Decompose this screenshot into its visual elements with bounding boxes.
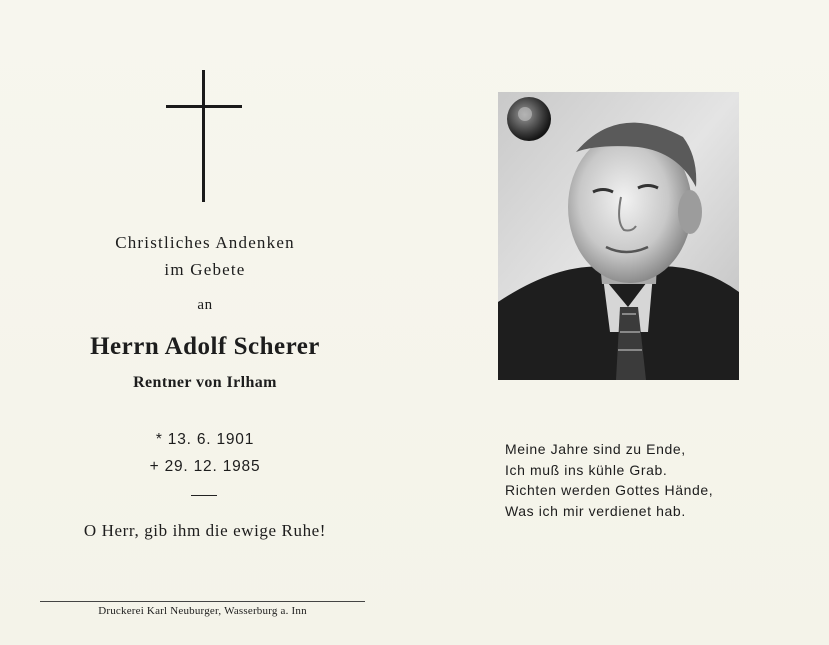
portrait-image [498, 92, 739, 380]
printer-credit: Druckerei Karl Neuburger, Wasserburg a. Inn [98, 605, 307, 617]
deceased-name: Herrn Adolf Scherer [90, 333, 320, 360]
an-text: an [197, 297, 213, 313]
verse-line-2: Ich muß ins kühle Grab. [505, 461, 668, 478]
prayer-text: O Herr, gib ihm die ewige Ruhe! [83, 521, 327, 540]
verse-line-1: Meine Jahre sind zu Ende, [505, 441, 686, 457]
andenken-line-2: im Gebete [164, 260, 246, 279]
divider-dash [191, 495, 217, 496]
verse-line-3: Richten werden Gottes Hände, [505, 482, 714, 498]
portrait-photo [498, 92, 739, 380]
death-date: + 29. 12. 1985 [149, 458, 261, 475]
verse [505, 439, 785, 521]
cross-icon [166, 70, 242, 202]
verse-line-4: Was ich mir verdienet hab. [505, 502, 686, 519]
andenken-line-1: Christliches Andenken [115, 233, 295, 252]
deceased-title: Rentner von Irlham [133, 374, 277, 391]
footer-rule [40, 601, 365, 602]
life-dates [20, 426, 390, 480]
andenken-heading [20, 229, 390, 283]
birth-date: * 13. 6. 1901 [155, 431, 255, 448]
